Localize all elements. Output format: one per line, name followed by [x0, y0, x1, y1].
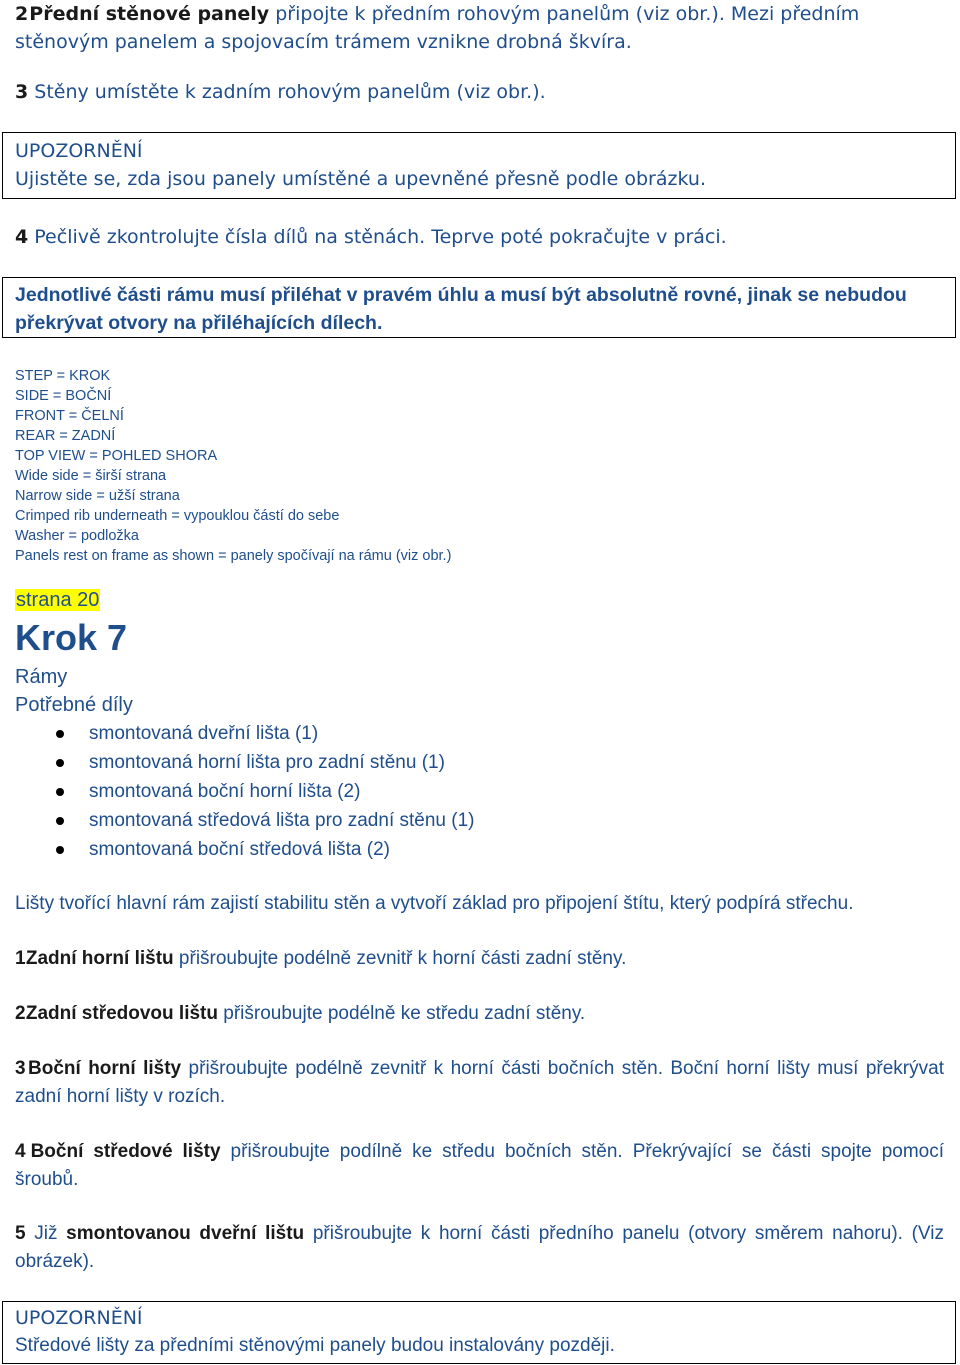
glossary-item: SIDE = BOČNÍ: [15, 388, 112, 404]
step-number: 4: [15, 1141, 26, 1162]
step-number: 3: [15, 1058, 26, 1079]
step-number: 2: [15, 3, 29, 25]
intro-paragraph-3: [0, 78, 960, 106]
step-number: 1: [15, 948, 26, 969]
intro-p2-text: připojte k předním rohovým panelům (viz obr.). Mezi předním stěnovým panelem a spojovacím trámem vznikne drobná škvíra.: [15, 3, 860, 53]
step-title: Krok 7: [15, 617, 128, 658]
step-part-name: Zadní horní lištu: [25, 948, 174, 969]
intro-p4-text: Pečlivě zkontrolujte čísla dílů na stěnách. Teprve poté pokračujte v práci.: [28, 226, 727, 248]
intro-paragraph-4: [0, 223, 960, 251]
warning-text: Středové lišty za předními stěnovými panely budou instalovány později.: [15, 1335, 615, 1356]
list-item: smontovaná středová lišta pro zadní stěnu (1): [0, 806, 960, 835]
page-label: [0, 586, 960, 616]
warning-title: UPOZORNĚNÍ: [15, 1307, 143, 1329]
parts-list: [0, 719, 960, 864]
warning-box: [2, 132, 956, 199]
step-text-pre: Již: [25, 1223, 67, 1244]
list-item: smontovaná dveřní lišta (1): [0, 719, 960, 748]
step-part-name: Zadní středovou lištu: [25, 1003, 218, 1024]
parts-heading: Potřebné díly: [15, 694, 133, 716]
step-text: přišroubujte podílně ke středu bočních stěn. Překrývající se části spojte pomocí šroubů.: [15, 1141, 945, 1190]
glossary-item: FRONT = ČELNÍ: [15, 408, 124, 424]
step-number: 4: [15, 226, 29, 248]
warning-text: Ujistěte se, zda jsou panely umístěné a upevněné přesně podle obrázku.: [15, 168, 706, 190]
step-number: 2: [15, 1003, 26, 1024]
instruction-step-2: [0, 1000, 960, 1028]
instruction-step-1: [0, 945, 960, 973]
section-title: Rámy: [15, 666, 68, 688]
warning-title: UPOZORNĚNÍ: [15, 140, 143, 162]
step-part-name: Boční horní lišty: [28, 1058, 182, 1079]
warning-box-bottom: [2, 1301, 956, 1364]
step-number: 5: [15, 1223, 26, 1244]
step-number: 3: [15, 81, 29, 103]
glossary-item: REAR = ZADNÍ: [15, 428, 116, 444]
step-part-name: Boční středové lišty: [30, 1141, 221, 1162]
summary-paragraph: Lišty tvořící hlavní rám zajistí stabilitu stěn a vytvoří základ pro připojení štítu, který podpírá střechu.: [15, 893, 854, 914]
step-text: přišroubujte podélně zevnitř k horní části zadní stěny.: [173, 948, 627, 969]
glossary-item: Panels rest on frame as shown = panely spočívají na rámu (viz obr.): [15, 548, 452, 564]
intro-paragraph-2: [0, 0, 960, 56]
glossary-item: Wide side = širší strana: [15, 468, 167, 484]
alignment-note-box: [2, 277, 956, 338]
glossary-item: STEP = KROK: [15, 368, 111, 384]
list-item: smontovaná horní lišta pro zadní stěnu (1): [0, 748, 960, 777]
step-text: přišroubujte podélně ke středu zadní stěny.: [217, 1003, 586, 1024]
list-item: smontovaná boční horní lišta (2): [0, 777, 960, 806]
list-item: smontovaná boční středová lišta (2): [0, 835, 960, 864]
step-part-name: smontovanou dveřní lištu: [66, 1223, 305, 1244]
glossary-item: Crimped rib underneath = vypouklou částí do sebe: [15, 508, 340, 524]
step-text: přišroubujte podélně zevnitř k horní části bočních stěn. Boční horní lišty musí překrývat zadní horní lišty v rozích.: [15, 1058, 944, 1107]
intro-p2-bold: Přední stěnové panely: [29, 3, 270, 25]
page-number-highlight: strana 20: [16, 589, 100, 611]
intro-p3-text: Stěny umístěte k zadním rohovým panelům (viz obr.).: [28, 81, 546, 103]
instruction-step-5: [0, 1220, 960, 1276]
glossary: [0, 366, 960, 566]
glossary-item: Washer = podložka: [15, 528, 139, 544]
step-text: přišroubujte k horní části předního panelu (otvory směrem nahoru). (Viz obrázek).: [15, 1223, 944, 1272]
instruction-step-3: [0, 1055, 960, 1111]
instruction-step-4: [0, 1138, 960, 1194]
glossary-item: Narrow side = užší strana: [15, 488, 180, 504]
glossary-item: TOP VIEW = POHLED SHORA: [15, 448, 218, 464]
alignment-note-text: Jednotlivé části rámu musí přiléhat v pravém úhlu a musí být absolutně rovné, jinak se nebudou překrývat otvory na přiléhajících dílech.: [15, 284, 907, 334]
